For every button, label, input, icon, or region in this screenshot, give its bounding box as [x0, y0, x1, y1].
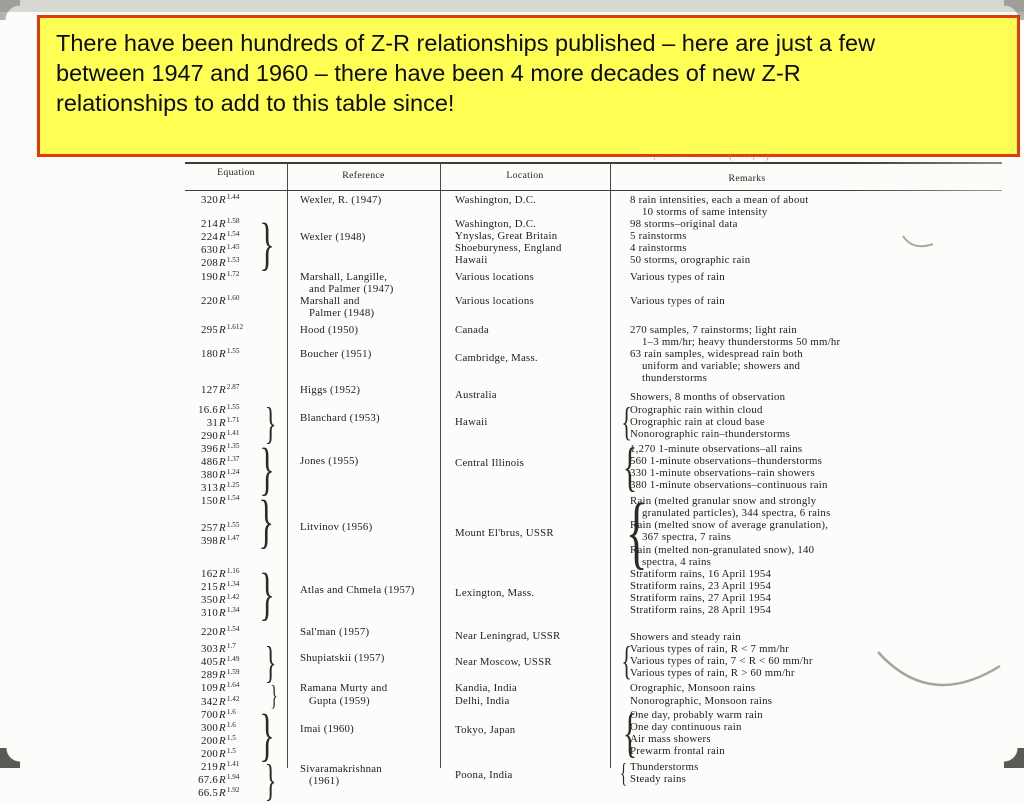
remark — [630, 745, 1002, 757]
reference-cell — [287, 348, 440, 384]
slide-corner — [0, 0, 20, 20]
location-text: Mount El'brus, USSR — [455, 527, 554, 540]
remarks-cell — [610, 194, 1002, 218]
reference-text: Gupta (1959) — [309, 694, 370, 707]
reference-cell — [287, 682, 440, 708]
remark-text: 8 rain intensities, each a mean of about — [630, 194, 809, 206]
reference-text: and Palmer (1947) — [309, 282, 394, 295]
remark — [630, 428, 1002, 440]
table-row — [185, 679, 1002, 712]
equation: $342R^{1.42}$ — [201, 694, 240, 708]
remark-text: Showers, 8 months of observation — [630, 391, 786, 404]
location-cell — [440, 295, 610, 319]
equation: $200R^{1.5}$ — [201, 746, 236, 760]
remark — [630, 667, 1002, 679]
remark — [630, 592, 1002, 604]
brace-glyph: } — [259, 560, 275, 626]
equation: $257R^{1.55}$ — [201, 521, 240, 535]
equation: $208R^{1.53}$ — [201, 256, 240, 270]
remark — [630, 254, 1002, 266]
remark-text: uniform and variable; showers and — [642, 360, 801, 373]
remark-block — [630, 218, 1002, 266]
remark-text: 367 spectra, 7 rains — [642, 531, 731, 544]
equation: $215R^{1.34}$ — [201, 579, 240, 593]
reference-text: Marshall and — [300, 294, 360, 307]
brace-glyph: { — [621, 638, 633, 684]
brace-glyph: } — [264, 398, 277, 448]
remark — [630, 295, 1002, 307]
remark — [630, 544, 1002, 568]
remark — [630, 443, 1002, 455]
location-cell — [440, 384, 610, 403]
equation: $214R^{1.58}$ — [201, 217, 240, 231]
location-cell — [440, 761, 610, 800]
remark-text: Various types of rain, 7 < R < 60 mm/hr — [630, 655, 813, 668]
reference-cell — [287, 218, 440, 270]
reference-text: Sal'man (1957) — [300, 626, 370, 639]
reference-cell — [287, 194, 440, 218]
reference-text: Litvinov (1956) — [300, 521, 373, 534]
remark-text: 63 rain samples, widespread rain both — [630, 348, 803, 361]
equation: $380R^{1.24}$ — [201, 467, 240, 481]
remarks-cell — [610, 626, 1002, 643]
reference-text: Hood (1950) — [300, 323, 359, 336]
remark — [630, 455, 1002, 467]
reference-cell — [287, 643, 440, 682]
equation-cell — [185, 324, 287, 348]
location-text: Tokyo, Japan — [455, 723, 516, 736]
remark — [630, 695, 1002, 707]
equation: $320R^{1.44}$ — [201, 193, 240, 206]
equation: $396R^{1.35}$ — [201, 441, 240, 455]
equation-cell — [185, 560, 287, 626]
remark-text: 50 storms, orographic rain — [630, 254, 751, 267]
remarks-cell — [610, 568, 1002, 620]
remark-block — [621, 398, 1002, 444]
brace-glyph: } — [264, 756, 277, 805]
equation: $162R^{1.16}$ — [201, 566, 240, 580]
brace-glyph: } — [270, 679, 278, 712]
equation: $190R^{1.72}$ — [201, 269, 240, 283]
equation-cell — [185, 271, 287, 295]
remark-block — [630, 391, 1002, 403]
reference-text: (1961) — [309, 775, 340, 788]
equation: $224R^{1.54}$ — [201, 230, 240, 244]
reference-cell — [287, 443, 440, 495]
equation: $219R^{1.41}$ — [201, 760, 240, 774]
remark-text: Rain (melted non-granulated snow), 140 — [630, 543, 815, 556]
remark-text: Steady rains — [630, 773, 687, 786]
reference-text: Sivaramakrishnan — [300, 763, 382, 776]
remark-block — [630, 682, 1002, 706]
location-cell — [440, 404, 610, 443]
remarks-cell — [610, 348, 1002, 384]
remark — [630, 391, 1002, 403]
brace-glyph: } — [258, 488, 275, 555]
reference-text: Jones (1955) — [300, 454, 359, 467]
remark-text: Stratiform rains, 28 April 1954 — [630, 604, 772, 616]
reference-cell — [287, 626, 440, 643]
location-cell — [440, 194, 610, 218]
equation: $31R^{1.71}$ — [206, 415, 240, 429]
equation: $350R^{1.42}$ — [201, 592, 240, 606]
brace-glyph: { — [619, 758, 628, 789]
reference-cell — [287, 761, 440, 800]
remark-block — [622, 436, 1002, 497]
table-row — [185, 194, 1002, 218]
remarks-cell — [610, 702, 1002, 763]
banner-text-line: between 1947 and 1960 – there have been 4 more decades of new Z-R — [56, 60, 801, 86]
equation-cell — [185, 295, 287, 319]
reference-cell — [287, 568, 440, 620]
faint-caption-fragment: -· ,- ··-··· ·-· ·· (····,··) — [640, 152, 771, 161]
remark-text: Thunderstorms — [630, 761, 699, 774]
remark-text: Various types of rain, R > 60 mm/hr — [630, 667, 795, 680]
reference-text: Wexler, R. (1947) — [300, 194, 382, 206]
equation: $310R^{1.34}$ — [201, 606, 240, 619]
brace-glyph: } — [259, 435, 275, 501]
equation: $109R^{1.64}$ — [201, 681, 240, 695]
remark — [630, 568, 1002, 580]
equation-cell — [185, 348, 287, 384]
remark — [630, 721, 1002, 733]
column-header-reference: Reference — [342, 170, 385, 181]
location-text: Various locations — [455, 294, 534, 307]
reference-cell — [287, 709, 440, 761]
reference-text: Imai (1960) — [300, 722, 355, 735]
remark-text: 10 storms of same intensity — [642, 206, 768, 219]
brace-glyph: } — [259, 211, 275, 277]
location-cell — [440, 626, 610, 643]
remark-text: 330 1-minute observations–rain showers — [630, 466, 815, 479]
equation: $220R^{1.54}$ — [201, 625, 240, 639]
remark-text: One day, probably warm rain — [630, 708, 763, 721]
remark — [630, 479, 1002, 491]
remark-block — [630, 271, 1002, 283]
remarks-cell — [610, 218, 1002, 270]
equation: $67.6R^{1.94}$ — [198, 773, 240, 787]
remark — [630, 773, 1002, 785]
remark-block — [630, 348, 1002, 384]
slide-corner — [1004, 0, 1024, 20]
table-row — [185, 756, 1002, 805]
remark — [630, 519, 1002, 543]
remark — [630, 655, 1002, 667]
remark-block — [621, 638, 1002, 684]
remark-text: 98 storms–original data — [630, 218, 738, 231]
location-cell — [440, 568, 610, 620]
table-header-rule — [185, 190, 1002, 191]
remark — [630, 631, 1002, 643]
reference-text: Wexler (1948) — [300, 231, 366, 244]
brace-glyph: { — [625, 485, 648, 577]
location-cell — [440, 709, 610, 761]
remark-text: Prewarm frontal rain — [630, 744, 725, 757]
table-row — [185, 324, 1002, 348]
location-text: Delhi, India — [455, 694, 510, 707]
remark — [630, 194, 1002, 218]
slide-top-edge — [0, 0, 1024, 12]
remark-block — [630, 194, 1002, 218]
location-text: Central Illinois — [455, 456, 525, 469]
remarks-cell — [610, 295, 1002, 319]
callout-banner — [37, 15, 1020, 157]
remark-text: thunderstorms — [642, 372, 708, 385]
location-cell — [440, 348, 610, 384]
equation: $303R^{1.7}$ — [201, 642, 236, 656]
location-text: Ynyslas, Great Britain — [455, 230, 558, 243]
equation: $150R^{1.54}$ — [201, 494, 240, 508]
equation: $313R^{1.25}$ — [201, 481, 240, 495]
remark — [630, 348, 1002, 384]
location-text: Washington, D.C. — [455, 218, 537, 231]
location-cell — [440, 643, 610, 682]
reference-text: Atlas and Chmela (1957) — [300, 583, 415, 596]
remark-block — [622, 702, 1002, 763]
remarks-cell — [610, 384, 1002, 403]
remarks-cell — [610, 682, 1002, 708]
table-row — [185, 626, 1002, 643]
remark-text: Stratiform rains, 16 April 1954 — [630, 567, 772, 580]
table-top-rule — [185, 162, 1002, 164]
remark-block — [630, 568, 1002, 616]
reference-text: Blanchard (1953) — [300, 411, 380, 424]
location-text: Hawaii — [455, 254, 488, 267]
remark — [630, 324, 1002, 348]
remark-text: Various types of rain — [630, 270, 725, 283]
remarks-cell — [610, 398, 1002, 444]
remark — [630, 761, 1002, 773]
remark-block — [619, 758, 1002, 789]
remark — [630, 271, 1002, 283]
remark-text: Nonorographic rain–thunderstorms — [630, 427, 791, 440]
remark-text: Showers and steady rain — [630, 631, 741, 644]
remark — [630, 416, 1002, 428]
slide-corner — [0, 748, 20, 768]
brace-glyph: { — [622, 702, 638, 763]
location-text: Near Leningrad, USSR — [455, 630, 561, 643]
location-text: Near Moscow, USSR — [455, 656, 552, 669]
table-row — [185, 271, 1002, 295]
remark — [630, 218, 1002, 230]
remark-text: Orographic rain at cloud base — [630, 415, 765, 428]
reference-cell — [287, 404, 440, 443]
remark-text: 380 1-minute observations–continuous rain — [630, 479, 828, 492]
equation: $700R^{1.6}$ — [201, 707, 236, 721]
equation: $398R^{1.47}$ — [201, 534, 240, 548]
equation: $220R^{1.60}$ — [201, 293, 240, 307]
location-cell — [440, 271, 610, 295]
remark-text: Various types of rain, R < 7 mm/hr — [630, 643, 790, 656]
remark-text: Air mass showers — [630, 732, 711, 745]
location-text: Various locations — [455, 270, 534, 283]
location-text: Cambridge, Mass. — [455, 352, 538, 365]
reference-text: Marshall, Langille, — [300, 270, 388, 283]
equation: $300R^{1.6}$ — [201, 720, 236, 734]
equation-cell — [185, 756, 287, 805]
table-body — [185, 193, 1002, 805]
remark-text: 4 rainstorms — [630, 242, 687, 255]
reference-cell — [287, 324, 440, 348]
equation: $486R^{1.37}$ — [201, 454, 240, 468]
remark — [630, 242, 1002, 254]
equation: $16.6R^{1.55}$ — [198, 402, 240, 416]
banner-text-line: relationships to add to this table since! — [56, 90, 455, 116]
reference-text: Higgs (1952) — [300, 384, 361, 397]
equation: $289R^{1.59}$ — [201, 668, 240, 682]
table-row — [185, 384, 1002, 403]
location-text: Washington, D.C. — [455, 194, 537, 206]
remark — [630, 580, 1002, 592]
location-text: Shoeburyness, England — [455, 242, 562, 255]
remark-text: One day continuous rain — [630, 720, 742, 733]
remark — [630, 604, 1002, 616]
equation: $200R^{1.5}$ — [201, 733, 236, 747]
remark-text: 1–3 mm/hr; heavy thunderstorms 50 mm/hr — [642, 336, 841, 349]
location-cell — [440, 218, 610, 270]
remark-text: Stratiform rains, 23 April 1954 — [630, 579, 772, 592]
remark-text: Stratiform rains, 27 April 1954 — [630, 591, 772, 604]
remark-text: 1,270 1-minute observations–all rains — [630, 442, 803, 455]
reference-cell — [287, 271, 440, 295]
reference-cell — [287, 495, 440, 568]
column-header-location: Location — [506, 170, 544, 181]
remark — [630, 682, 1002, 694]
location-cell — [440, 495, 610, 568]
reference-cell — [287, 295, 440, 319]
remark-text: Various types of rain — [630, 294, 725, 307]
remarks-cell — [610, 271, 1002, 295]
reference-cell — [287, 384, 440, 403]
remark-text: spectra, 4 rains — [642, 555, 712, 568]
remark-text: 560 1-minute observations–thunderstorms — [630, 454, 823, 467]
remark — [630, 230, 1002, 242]
equation: $630R^{1.45}$ — [201, 243, 240, 257]
remark-block — [630, 324, 1002, 348]
location-text: Lexington, Mass. — [455, 586, 535, 599]
scanned-table — [185, 152, 1002, 805]
remark-text: Nonorographic, Monsoon rains — [630, 694, 773, 707]
remark-text: 5 rainstorms — [630, 230, 687, 243]
remark-text: Rain (melted snow of average granulation), — [630, 519, 829, 532]
remark — [630, 467, 1002, 479]
equation: $290R^{1.41}$ — [201, 428, 240, 442]
remark-text: 270 samples, 7 rainstorms; light rain — [630, 323, 797, 336]
remark-text: granulated particles), 344 spectra, 6 rains — [642, 507, 831, 520]
location-text: Poona, India — [455, 769, 513, 782]
reference-text: Shupiatskii (1957) — [300, 652, 385, 665]
remarks-cell — [610, 324, 1002, 348]
reference-text: Boucher (1951) — [300, 348, 372, 361]
brace-glyph: { — [622, 436, 638, 497]
location-cell — [440, 682, 610, 708]
remark — [630, 733, 1002, 745]
remark — [630, 709, 1002, 721]
slide-corner — [1004, 748, 1024, 768]
remark — [630, 643, 1002, 655]
brace-glyph: { — [621, 398, 633, 444]
remark-text: Orographic, Monsoon rains — [630, 682, 756, 695]
remark-text: Rain (melted granular snow and strongly — [630, 495, 817, 508]
brace-glyph: } — [259, 701, 275, 767]
equation: $405R^{1.49}$ — [201, 655, 240, 669]
table-header-row — [185, 167, 1002, 185]
equation: $127R^{2.87}$ — [201, 383, 240, 397]
remarks-cell — [610, 436, 1002, 497]
column-header-equation: Equation — [217, 167, 255, 178]
location-cell — [440, 443, 610, 495]
location-text: Kandia, India — [455, 682, 518, 695]
location-text: Australia — [455, 389, 497, 402]
table-row — [185, 348, 1002, 384]
banner-text-line: There have been hundreds of Z-R relationships published – here are just a few — [56, 30, 876, 56]
reference-text: Ramana Murty and — [300, 682, 388, 695]
remarks-cell — [610, 758, 1002, 800]
table-row — [185, 295, 1002, 319]
reference-text: Palmer (1948) — [309, 306, 375, 319]
remark-text: Orographic rain within cloud — [630, 403, 763, 416]
location-cell — [440, 324, 610, 348]
column-header-remarks: Remarks — [728, 173, 766, 184]
remark-block — [630, 631, 1002, 643]
location-text: Canada — [455, 323, 489, 336]
remark-block — [630, 295, 1002, 307]
equation: $295R^{1.612}$ — [201, 322, 244, 336]
remark — [630, 404, 1002, 416]
equation: $180R^{1.55}$ — [201, 347, 240, 361]
location-text: Hawaii — [455, 415, 488, 428]
brace-glyph: } — [264, 638, 277, 688]
remark — [630, 495, 1002, 519]
equation: $66.5R^{1.92}$ — [198, 786, 240, 800]
remarks-cell — [610, 638, 1002, 684]
